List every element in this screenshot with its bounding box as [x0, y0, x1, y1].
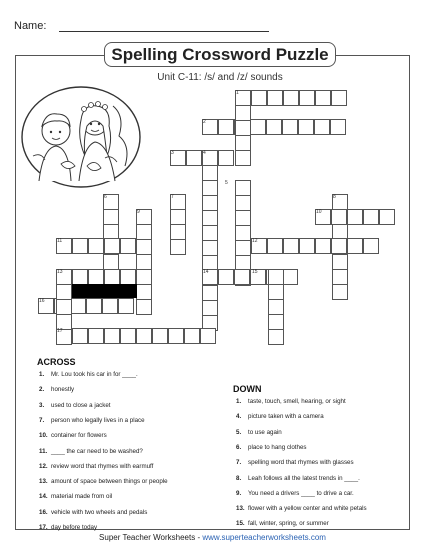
crossword-cell[interactable] [70, 298, 86, 314]
clue-number: 6. [236, 443, 242, 451]
clue-text: vehicle with two wheels and pedals [51, 508, 148, 516]
clue-number: 10 [316, 209, 322, 215]
clue-number: 11. [39, 447, 48, 455]
down-clue [236, 505, 367, 512]
page-title: Spelling Crossword Puzzle [111, 44, 329, 64]
crossword-cell[interactable] [104, 238, 120, 254]
clue-number: 5 [225, 180, 228, 186]
crossword-cell[interactable] [202, 285, 218, 301]
clue-number: 14 [203, 269, 209, 275]
across-clue [39, 448, 143, 455]
across-clue [39, 402, 111, 409]
down-clue [236, 398, 346, 405]
page-subtitle: Unit C-11: /s/ and /z/ sounds [157, 72, 283, 83]
clue-text: place to hang clothes [248, 443, 307, 451]
crossword-cell[interactable] [168, 328, 184, 344]
across-clue [39, 478, 168, 485]
crossword-cell[interactable] [268, 299, 284, 315]
crossword-cell[interactable] [268, 269, 284, 285]
down-clue [236, 490, 354, 497]
crossword-cell[interactable] [202, 240, 218, 256]
crossword-cell[interactable] [72, 238, 88, 254]
crossword-cell[interactable] [235, 120, 251, 136]
crossword-cell[interactable] [202, 195, 218, 211]
crossword-cell[interactable] [202, 225, 218, 241]
clue-text: amount of space between things or people [51, 478, 168, 486]
crossword-cell[interactable] [266, 119, 282, 135]
crossword-cell[interactable] [120, 328, 136, 344]
across-heading: ACROSS [37, 357, 76, 367]
crossword-cell[interactable] [200, 328, 216, 344]
clue-text: honestly [51, 386, 75, 394]
crossword-cell[interactable] [363, 209, 379, 225]
crossword-cell[interactable] [104, 269, 120, 285]
crossword-cell[interactable] [103, 254, 119, 270]
clue-number: 13 [57, 269, 63, 275]
crossword-cell[interactable] [235, 210, 251, 226]
crossword-cell[interactable] [152, 328, 168, 344]
clue-text: Mr. Lou took his car in for ____. [51, 371, 138, 378]
down-clue [236, 429, 282, 436]
clue-number: 10. [39, 432, 48, 440]
crossword-cell[interactable] [282, 269, 298, 285]
clue-number: 17. [39, 524, 48, 531]
clue-number: 11 [57, 238, 63, 244]
down-clue [236, 413, 324, 420]
clue-number: 7. [236, 459, 242, 467]
crossword-cell[interactable] [136, 269, 152, 285]
clue-text: material made from oil [51, 493, 113, 501]
crossword-cell[interactable] [202, 300, 218, 316]
clue-number: 5. [236, 428, 242, 436]
clue-text: to use again [248, 428, 282, 436]
clue-number: 16. [39, 508, 48, 516]
crossword-cell[interactable] [268, 329, 284, 345]
clue-number: 15. [236, 520, 245, 528]
crossword-cell[interactable] [299, 90, 315, 106]
crossword-cell[interactable] [72, 328, 88, 344]
crossword-cell[interactable] [330, 119, 346, 135]
clue-number: 3. [39, 401, 45, 409]
clue-text: flower with a yellow center and white petals [248, 505, 367, 513]
crossword-cell[interactable] [315, 238, 331, 254]
clue-text: spelling word that rhymes with glasses [248, 459, 354, 467]
footer [0, 533, 425, 542]
crossword-cell[interactable] [170, 239, 186, 255]
clue-number: 8 [333, 194, 336, 200]
across-clue [39, 432, 107, 439]
crossword-cell[interactable] [235, 150, 251, 166]
clue-text: person who legally lives in a place [51, 416, 145, 424]
clue-number: 8. [236, 474, 242, 482]
crossword-cell[interactable] [218, 119, 234, 135]
crossword-cell[interactable] [268, 284, 284, 300]
crossword-cell[interactable] [186, 150, 202, 166]
crossword-cell[interactable] [235, 240, 251, 256]
crossword-cell[interactable] [283, 90, 299, 106]
clue-text: taste, touch, smell, hearing, or sight [248, 398, 346, 405]
clue-number: 1. [236, 398, 242, 405]
crossword-cell[interactable] [136, 284, 152, 300]
clue-text: Leah follows all the latest trends in ____. [248, 474, 360, 482]
crossword-cell[interactable] [331, 90, 347, 106]
crossword-cell[interactable] [235, 135, 251, 151]
across-clue [39, 493, 112, 500]
clue-text: fall, winter, spring, or summer [248, 520, 329, 528]
crossword-cell[interactable] [267, 238, 283, 254]
crossword-cell[interactable] [170, 224, 186, 240]
crossword-cell[interactable] [347, 238, 363, 254]
clue-number: 4. [236, 413, 242, 421]
crossword-cell[interactable] [136, 239, 152, 255]
down-clue [236, 459, 354, 466]
clue-text: ____ the car need to be washed? [51, 447, 143, 455]
crossword-cell[interactable] [298, 119, 314, 135]
clue-text: picture taken with a camera [248, 413, 324, 421]
clue-number: 9 [137, 209, 140, 215]
crossword-cell[interactable] [267, 90, 283, 106]
clue-number: 16 [39, 298, 45, 304]
crossword-cell[interactable] [283, 238, 299, 254]
crossword-cell[interactable] [102, 298, 118, 314]
crossword-cell[interactable] [202, 210, 218, 226]
clue-number: 7. [39, 416, 45, 424]
crossword-cell[interactable] [184, 328, 200, 344]
clue-number: 12 [252, 238, 258, 244]
crossword-cell[interactable] [136, 328, 152, 344]
crossword-cell[interactable] [72, 269, 88, 285]
crossword-cell[interactable] [136, 224, 152, 240]
down-clue [236, 475, 360, 482]
clue-number: 13. [236, 505, 245, 513]
crossword-cell[interactable] [202, 180, 218, 196]
down-heading: DOWN [233, 384, 262, 394]
footer-link[interactable]: www.superteacherworksheets.com [202, 533, 326, 542]
crossword-cell[interactable] [314, 119, 330, 135]
clue-text: day before today [51, 524, 98, 531]
crossword-cell[interactable] [202, 165, 218, 181]
down-clue [236, 444, 306, 451]
crossword-cell[interactable] [268, 314, 284, 330]
crossword-cell[interactable] [56, 299, 72, 315]
crossword-cell[interactable] [332, 254, 348, 270]
clue-number: 6 [104, 194, 107, 200]
clue-number: 9. [236, 489, 242, 497]
crossword-cell[interactable] [118, 298, 134, 314]
across-clue [39, 417, 145, 424]
crossword-cell[interactable] [315, 90, 331, 106]
crossword-cell[interactable] [104, 328, 120, 344]
crossword-cell[interactable] [234, 269, 250, 285]
crossword-cell[interactable] [218, 150, 234, 166]
clue-text: used to close a jacket [51, 401, 111, 409]
blocked-cell [72, 284, 137, 298]
crossword-cell[interactable] [251, 90, 267, 106]
crossword-cell[interactable] [332, 269, 348, 285]
crossword-cell[interactable] [86, 298, 102, 314]
clue-number: 4 [203, 150, 206, 156]
crossword-cell[interactable] [235, 225, 251, 241]
across-clue [39, 509, 147, 516]
crossword-cell[interactable] [299, 238, 315, 254]
crossword-cell[interactable] [136, 254, 152, 270]
crossword-cell[interactable] [103, 209, 119, 225]
across-clue [39, 463, 153, 470]
crossword-cell[interactable] [120, 269, 136, 285]
crossword-cell[interactable] [56, 284, 72, 300]
crossword-cell[interactable] [250, 119, 266, 135]
clue-number: 14. [39, 493, 48, 501]
clue-number: 3 [171, 150, 174, 156]
crossword-cell[interactable] [235, 195, 251, 211]
crossword-cell[interactable] [379, 209, 395, 225]
clue-number: 2 [203, 119, 206, 125]
crossword-cell[interactable] [88, 328, 104, 344]
clue-number: 15 [252, 269, 258, 275]
footer-text: Super Teacher Worksheets - [99, 533, 203, 542]
crossword-cell[interactable] [331, 238, 347, 254]
crossword-cell[interactable] [235, 105, 251, 121]
clue-text: review word that rhymes with earmuff [51, 462, 154, 470]
clue-text: container for flowers [51, 432, 107, 440]
crossword-cell[interactable] [218, 269, 234, 285]
crossword-cell[interactable] [331, 209, 347, 225]
across-clue [39, 371, 138, 378]
clue-number: 13. [39, 478, 48, 486]
name-label: Name: [14, 20, 47, 32]
crossword-cell[interactable] [120, 238, 136, 254]
clue-number: 2. [39, 386, 45, 394]
crossword-cell[interactable] [332, 284, 348, 300]
crossword-cell[interactable] [347, 209, 363, 225]
crossword-cell[interactable] [136, 299, 152, 315]
across-clue [39, 386, 74, 393]
clue-text: You need a drivers ____ to drive a car. [248, 489, 354, 497]
down-clue [236, 520, 329, 527]
crossword-cell[interactable] [235, 180, 251, 196]
clue-number: 12. [39, 462, 48, 470]
clue-number: 1. [39, 371, 45, 378]
crossword-cell[interactable] [88, 238, 104, 254]
crossword-cell[interactable] [363, 238, 379, 254]
clue-number: 7 [171, 194, 174, 200]
crossword-cell[interactable] [282, 119, 298, 135]
crossword-cell[interactable] [88, 269, 104, 285]
crossword-cell[interactable] [170, 209, 186, 225]
clue-number: 1 [236, 90, 239, 96]
across-clue [39, 524, 97, 531]
clue-number: 17 [57, 328, 63, 334]
